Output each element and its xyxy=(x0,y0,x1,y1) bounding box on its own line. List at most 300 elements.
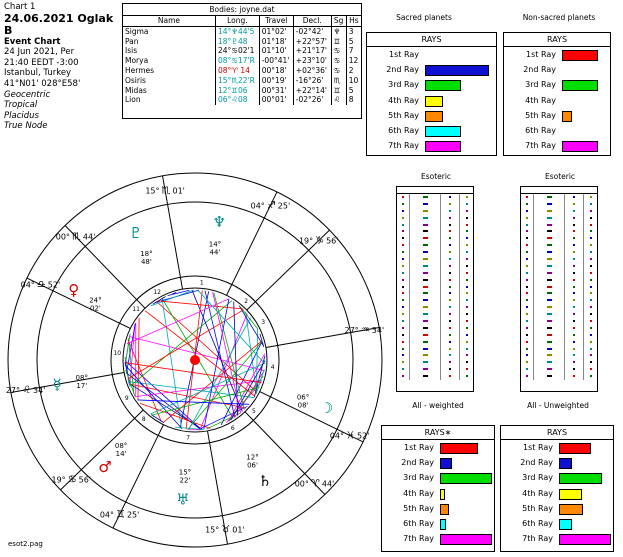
planet-glyph-icon: ♇ xyxy=(129,224,143,243)
mini-cell xyxy=(440,215,459,222)
mini-dot xyxy=(573,272,575,274)
mini-cell xyxy=(564,277,583,284)
mini-dot xyxy=(573,230,575,232)
table-row xyxy=(123,46,361,56)
cell-name: Isis xyxy=(125,46,138,56)
mini-row xyxy=(397,242,473,249)
planet-degree: 08° xyxy=(75,373,88,382)
mini-cell xyxy=(409,256,440,263)
mini-cell xyxy=(440,256,459,263)
footer-filename: esot2.pag xyxy=(8,540,43,548)
mini-cell xyxy=(521,222,533,229)
mini-dot xyxy=(526,313,528,315)
mini-dot xyxy=(573,196,575,198)
mini-cell xyxy=(521,263,533,270)
mini-dot xyxy=(466,244,468,246)
mini-cell xyxy=(397,284,409,291)
mini-cell xyxy=(459,290,473,297)
mini-cell xyxy=(440,222,459,229)
cusp-degree: 27° xyxy=(5,385,21,395)
col-long: Long. xyxy=(216,16,260,26)
mini-cell xyxy=(583,318,597,325)
opt-geocentric: Geocentric xyxy=(4,89,51,100)
mini-cell xyxy=(397,277,409,284)
mini-cell xyxy=(440,366,459,373)
cusp-label xyxy=(145,186,185,197)
cell-sign: ♆ xyxy=(331,26,346,36)
ray-row xyxy=(367,62,496,77)
mini-cell xyxy=(521,208,533,215)
cell-long: 14°♆44'5 xyxy=(216,26,260,36)
mini-cell xyxy=(583,215,597,222)
mini-cell xyxy=(521,290,533,297)
ray-bar xyxy=(440,504,449,515)
cusp-minute: 01' xyxy=(232,525,245,535)
mini-cell xyxy=(564,366,583,373)
mini-cell xyxy=(564,270,583,277)
mini-dot xyxy=(590,320,592,322)
mini-dot xyxy=(547,265,552,267)
mini-cell xyxy=(583,277,597,284)
mini-dot xyxy=(449,313,451,315)
mini-cell xyxy=(459,208,473,215)
mini-dot xyxy=(526,224,528,226)
mini-dot xyxy=(449,258,451,260)
mini-dot xyxy=(547,203,552,205)
ray-label: 3rd Ray xyxy=(522,473,553,483)
cell-house: 3 xyxy=(346,26,361,36)
mini-cell xyxy=(564,311,583,318)
mini-cell xyxy=(440,249,459,256)
mini-cell xyxy=(397,215,409,222)
mini-row xyxy=(521,242,597,249)
cusp-degree: 19° xyxy=(51,475,66,485)
ray-row xyxy=(501,486,613,501)
mini-cell xyxy=(409,208,440,215)
mini-dot xyxy=(547,224,552,226)
mini-cell xyxy=(564,325,583,332)
cell-travel: 00°18' xyxy=(259,66,293,76)
planet-minute: 44' xyxy=(209,248,221,257)
cell-sign: ♋ xyxy=(331,56,346,66)
mini-dot xyxy=(402,361,404,363)
cusp-minute: 56' xyxy=(326,236,339,246)
mini-dot xyxy=(590,299,592,301)
table-row xyxy=(123,26,361,36)
ray-row xyxy=(382,486,494,501)
mini-cell xyxy=(533,352,564,359)
mini-dot xyxy=(547,279,552,281)
mini-cell xyxy=(583,194,597,201)
esoteric-left-table xyxy=(396,186,474,392)
mini-cell xyxy=(440,270,459,277)
mini-dot xyxy=(466,368,468,370)
mini-cell xyxy=(409,242,440,249)
mini-cell xyxy=(564,339,583,346)
mini-dot xyxy=(526,210,528,212)
mini-dot xyxy=(449,210,451,212)
mini-cell xyxy=(583,304,597,311)
col-name: Name xyxy=(123,16,216,26)
mini-dot xyxy=(423,320,428,322)
ray-label: 7th Ray xyxy=(525,141,556,151)
mini-cell xyxy=(440,284,459,291)
mini-cell xyxy=(459,297,473,304)
mini-row xyxy=(521,201,597,208)
mini-dot xyxy=(526,217,528,219)
table-row xyxy=(123,37,361,47)
mini-dot xyxy=(590,348,592,350)
mini-dot xyxy=(423,237,428,239)
mini-dot xyxy=(402,320,404,322)
ray-bar xyxy=(559,519,572,530)
mini-dot xyxy=(423,265,428,267)
mini-cell xyxy=(583,208,597,215)
mini-row xyxy=(397,366,473,373)
mini-cell xyxy=(409,249,440,256)
mini-row xyxy=(521,332,597,339)
mini-row xyxy=(521,256,597,263)
mini-dot xyxy=(526,286,528,288)
ray-row xyxy=(382,501,494,516)
mini-dot xyxy=(423,286,428,288)
col-sign: Sg xyxy=(331,16,346,26)
ray-label: 7th Ray xyxy=(388,141,419,151)
mini-cell xyxy=(459,339,473,346)
mini-cell xyxy=(564,194,583,201)
mini-cell xyxy=(409,277,440,284)
mini-cell xyxy=(583,352,597,359)
mini-cell xyxy=(533,235,564,242)
mini-dot xyxy=(547,299,552,301)
mini-dot xyxy=(573,203,575,205)
mini-cell xyxy=(564,242,583,249)
cusp-degree: 04° xyxy=(329,431,345,441)
mini-dot xyxy=(526,272,528,274)
mini-dot xyxy=(402,368,404,370)
mini-dot xyxy=(402,272,404,274)
mini-dot xyxy=(466,196,468,198)
mini-dot xyxy=(466,299,468,301)
mini-cell xyxy=(533,242,564,249)
mini-cell xyxy=(440,373,459,380)
nonsacred-rays-panel xyxy=(503,32,611,156)
ray-bar xyxy=(440,489,445,500)
mini-cell xyxy=(459,235,473,242)
ray-row xyxy=(382,531,494,546)
mini-cell xyxy=(533,311,564,318)
cell-decl: +22°57' xyxy=(293,37,331,47)
ray-row xyxy=(367,123,496,138)
mini-dot xyxy=(547,230,552,232)
mini-dot xyxy=(423,279,428,281)
mini-dot xyxy=(449,348,451,350)
mini-dot xyxy=(526,292,528,294)
cusp-label xyxy=(251,200,291,211)
ray-row xyxy=(504,77,610,92)
chart-place: Istanbul, Turkey xyxy=(4,68,72,79)
chart-kind: Event Chart xyxy=(4,36,61,47)
mini-dot xyxy=(449,341,451,343)
ray-label: 2nd Ray xyxy=(401,458,434,468)
ray-bar xyxy=(562,80,598,91)
ray-bar xyxy=(562,50,598,61)
mini-dot xyxy=(402,313,404,315)
mini-row xyxy=(397,215,473,222)
cusp-label xyxy=(56,231,96,242)
ray-label: 1st Ray xyxy=(389,50,419,59)
mini-cell xyxy=(533,359,564,366)
nonsacred-rays-head: RAYS xyxy=(504,33,610,47)
mini-dot xyxy=(547,196,552,198)
mini-row xyxy=(397,290,473,297)
chart-date: 24 Jun 2021, Per xyxy=(4,47,75,58)
mini-cell xyxy=(533,222,564,229)
mini-cell xyxy=(409,332,440,339)
mini-row xyxy=(397,304,473,311)
mini-cell xyxy=(533,346,564,353)
mini-cell xyxy=(521,332,533,339)
mini-dot xyxy=(526,244,528,246)
ray-row xyxy=(501,470,613,485)
mini-cell xyxy=(583,256,597,263)
mini-dot xyxy=(547,327,552,329)
planet-minute: 02' xyxy=(89,304,101,313)
mini-dot xyxy=(423,196,428,198)
mini-cell xyxy=(533,256,564,263)
mini-cell xyxy=(409,304,440,311)
mini-dot xyxy=(466,251,468,253)
mini-dot xyxy=(573,361,575,363)
cusp-sign-icon: ♊ xyxy=(116,509,125,521)
planet-degree: 06° xyxy=(296,393,310,402)
mini-dot xyxy=(449,230,451,232)
mini-cell xyxy=(397,256,409,263)
cell-sign: ♋ xyxy=(331,46,346,56)
cell-house: 5 xyxy=(346,37,361,47)
mini-dot xyxy=(573,341,575,343)
planet-glyph-icon: ♄ xyxy=(258,472,272,491)
cell-travel: 01°18' xyxy=(259,37,293,47)
nonsacred-title: Non-sacred planets xyxy=(522,13,596,22)
mini-dot xyxy=(590,375,592,377)
mini-cell xyxy=(583,373,597,380)
mini-dot xyxy=(423,217,428,219)
mini-cell xyxy=(521,194,533,201)
mini-dot xyxy=(526,348,528,350)
ray-bar xyxy=(425,111,443,122)
chart-wheel xyxy=(0,170,385,555)
cusp-degree: 27° xyxy=(344,326,359,336)
aspect-line xyxy=(128,310,244,379)
ray-row xyxy=(382,516,494,531)
cusp-sign-icon: ♈ xyxy=(310,478,320,490)
esoteric-right-table xyxy=(520,186,598,392)
mini-dot xyxy=(573,217,575,219)
mini-cell xyxy=(440,228,459,235)
cell-long: 15°♏22'R xyxy=(216,76,260,86)
ray-bar xyxy=(425,65,489,76)
cell-sign: ♋ xyxy=(331,66,346,76)
ray-bar xyxy=(440,534,492,545)
planet-glyph-icon: ☿ xyxy=(52,375,62,394)
ray-row xyxy=(501,531,613,546)
opt-tropical: Tropical xyxy=(4,100,38,111)
mini-cell xyxy=(459,222,473,229)
cusp-minute: 52' xyxy=(47,280,61,290)
mini-dot xyxy=(547,217,552,219)
ray-bar xyxy=(559,443,591,454)
ray-bar xyxy=(440,473,492,484)
mini-dot xyxy=(466,258,468,260)
mini-dot xyxy=(423,299,428,301)
ray-row xyxy=(504,123,610,138)
rays-star-panel xyxy=(381,425,495,552)
planet-glyph-icon: ♂ xyxy=(98,458,112,477)
mini-cell xyxy=(409,373,440,380)
mini-dot xyxy=(590,313,592,315)
mini-cell xyxy=(533,318,564,325)
cell-house: 10 xyxy=(346,76,361,86)
ray-label: 7th Ray xyxy=(522,534,553,544)
house-number: 9 xyxy=(124,394,129,402)
mini-cell xyxy=(521,346,533,353)
ray-row xyxy=(367,138,496,153)
mini-dot xyxy=(402,334,404,336)
mini-row xyxy=(521,311,597,318)
mini-row xyxy=(521,235,597,242)
mini-dot xyxy=(573,210,575,212)
mini-cell xyxy=(397,304,409,311)
mini-cell xyxy=(409,270,440,277)
mini-dot xyxy=(449,279,451,281)
mini-cell xyxy=(409,215,440,222)
mini-dot xyxy=(590,306,592,308)
mini-cell xyxy=(583,235,597,242)
mini-dot xyxy=(466,286,468,288)
mini-cell xyxy=(397,366,409,373)
esoteric-left-caption: All - weighted xyxy=(412,401,464,410)
mini-dot xyxy=(402,203,404,205)
mini-dot xyxy=(466,265,468,267)
ray-label: 2nd Ray xyxy=(523,65,556,75)
mini-cell xyxy=(564,297,583,304)
house-number: 4 xyxy=(270,363,275,371)
mini-dot xyxy=(423,224,428,226)
mini-cell xyxy=(564,359,583,366)
sacred-title: Sacred planets xyxy=(396,13,452,22)
mini-row xyxy=(397,228,473,235)
ray-row xyxy=(382,470,494,485)
mini-cell xyxy=(397,325,409,332)
mini-cell xyxy=(409,228,440,235)
mini-cell xyxy=(583,359,597,366)
cell-sign: ♊ xyxy=(331,86,346,96)
mini-dot xyxy=(466,306,468,308)
mini-cell xyxy=(459,332,473,339)
mini-dot xyxy=(526,320,528,322)
mini-cell xyxy=(397,359,409,366)
planet-glyph-icon: ♀ xyxy=(68,281,80,299)
mini-dot xyxy=(573,320,575,322)
mini-dot xyxy=(402,237,404,239)
mini-dot xyxy=(402,244,404,246)
mini-dot xyxy=(526,354,528,356)
cusp-label xyxy=(6,385,46,396)
mini-cell xyxy=(440,242,459,249)
mini-cell xyxy=(440,332,459,339)
ray-row xyxy=(367,108,496,123)
col-house: Hs xyxy=(346,16,361,26)
aspect-line xyxy=(239,306,264,347)
mini-cell xyxy=(583,332,597,339)
cusp-sign-icon: ♐ xyxy=(266,200,276,212)
mini-dot xyxy=(466,320,468,322)
house-number: 5 xyxy=(251,408,256,416)
cusp-minute: 34' xyxy=(32,385,46,395)
mini-dot xyxy=(526,196,528,198)
mini-dot xyxy=(590,258,592,260)
cusp-sign-icon: ♒ xyxy=(360,325,370,337)
ray-bar xyxy=(425,80,461,91)
ray-label: 5th Ray xyxy=(388,110,419,120)
mini-row xyxy=(521,318,597,325)
mini-cell xyxy=(409,284,440,291)
mini-row xyxy=(397,201,473,208)
mini-dot xyxy=(423,251,428,253)
mini-dot xyxy=(547,286,552,288)
mini-dot xyxy=(590,354,592,356)
mini-cell xyxy=(583,228,597,235)
ray-label: 1st Ray xyxy=(526,50,556,59)
mini-cell xyxy=(459,228,473,235)
mini-dot xyxy=(423,348,428,350)
mini-cell xyxy=(533,194,564,201)
mini-cell xyxy=(459,249,473,256)
cell-decl: -02°42' xyxy=(293,26,331,36)
mini-dot xyxy=(526,258,528,260)
mini-cell xyxy=(583,249,597,256)
cell-name: Hermes xyxy=(125,65,155,75)
cusp-sign-icon: ♏ xyxy=(71,231,81,243)
mini-cell xyxy=(583,297,597,304)
mini-row xyxy=(397,270,473,277)
mini-cell xyxy=(397,290,409,297)
mini-cell xyxy=(397,249,409,256)
mini-cell xyxy=(521,235,533,242)
mini-cell xyxy=(397,297,409,304)
ray-bar xyxy=(559,458,572,469)
mini-dot xyxy=(526,375,528,377)
sacred-rays-head: RAYS xyxy=(367,33,496,47)
mini-row xyxy=(397,297,473,304)
mini-cell xyxy=(533,304,564,311)
mini-dot xyxy=(402,306,404,308)
mini-header xyxy=(521,187,597,194)
ray-label: 3rd Ray xyxy=(525,80,556,90)
cusp-label xyxy=(345,325,385,336)
mini-cell xyxy=(521,352,533,359)
house-number: 8 xyxy=(141,415,146,423)
mini-cell xyxy=(583,263,597,270)
mini-dot xyxy=(402,375,404,377)
mini-dot xyxy=(402,348,404,350)
cell-travel: 00°19' xyxy=(259,76,293,86)
ray-row xyxy=(501,455,613,470)
mini-row xyxy=(397,235,473,242)
mini-dot xyxy=(547,244,552,246)
cell-travel: 01°02' xyxy=(259,26,293,36)
